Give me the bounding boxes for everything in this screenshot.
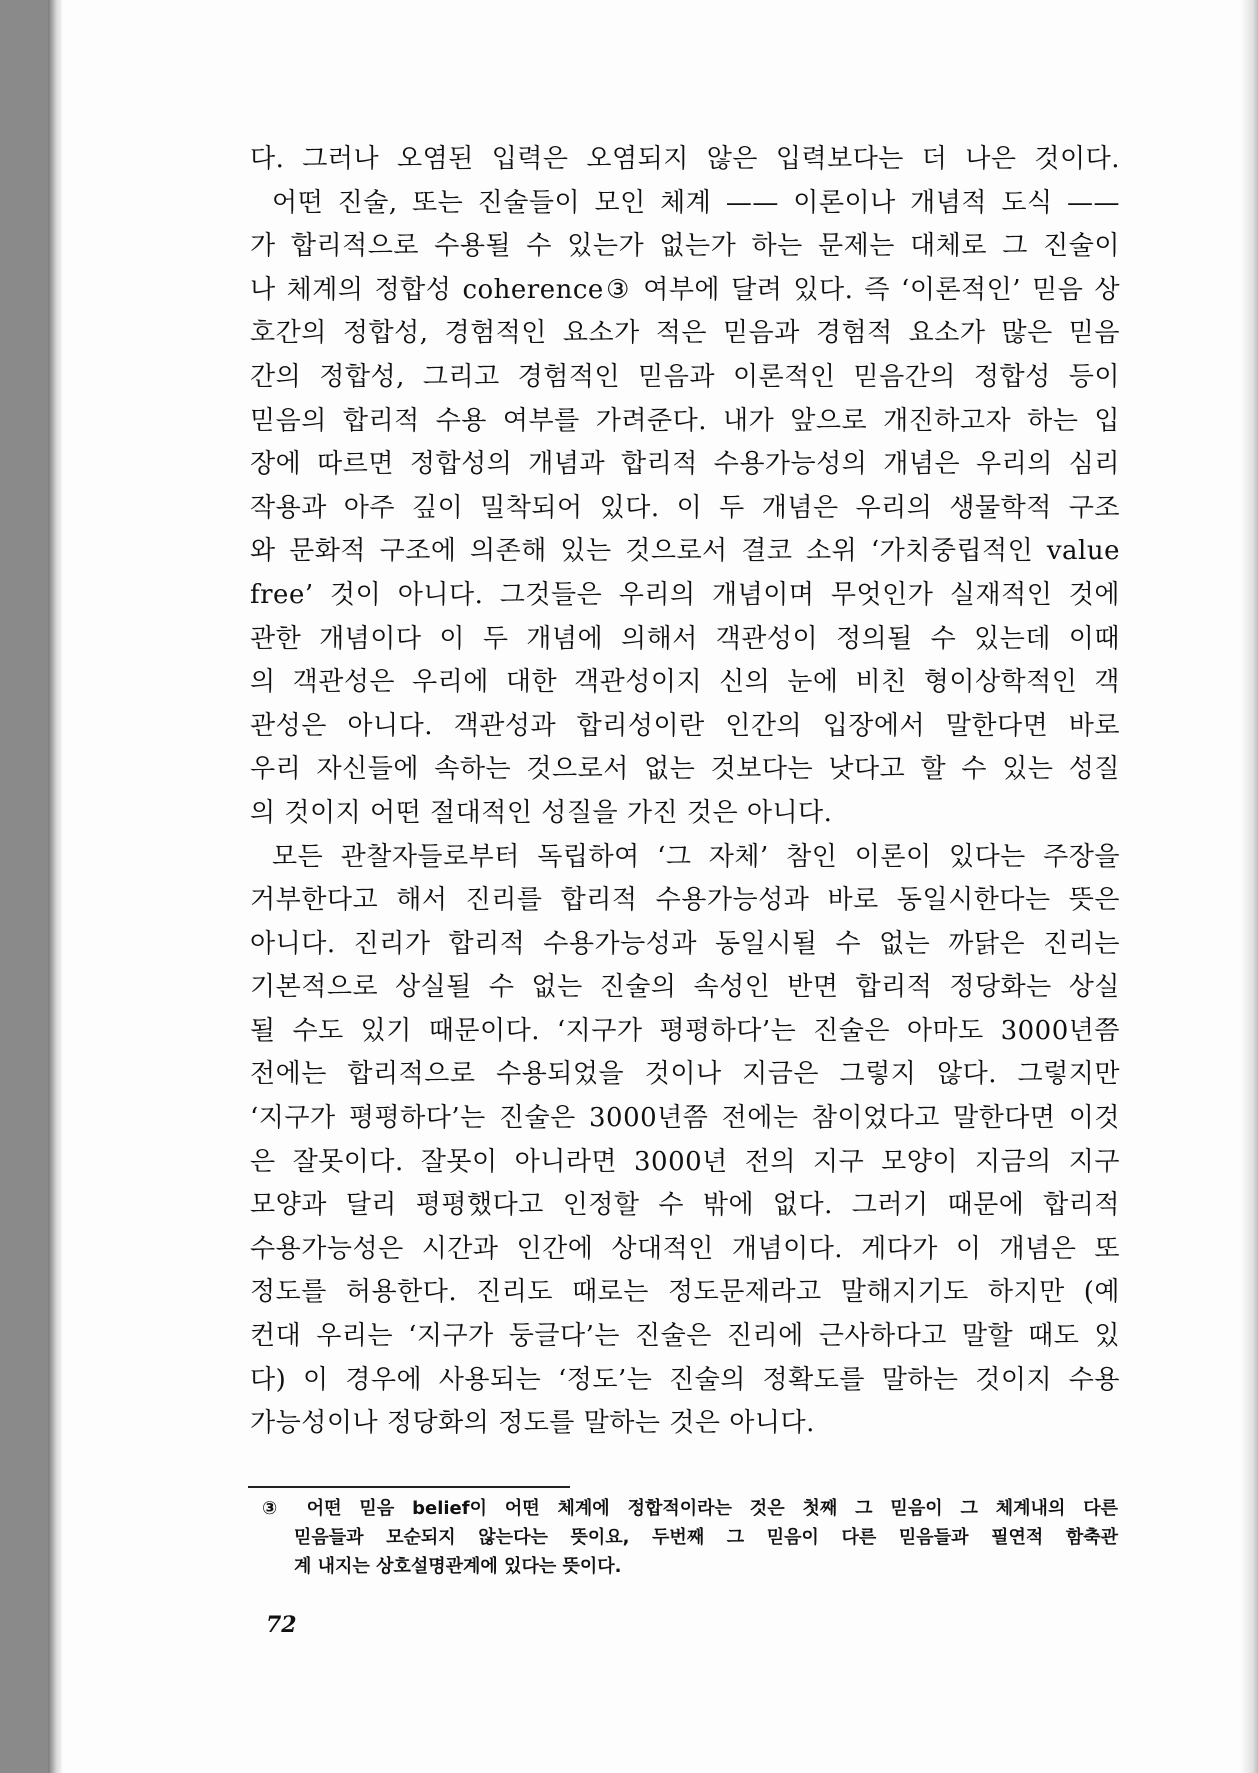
body-line: 호간의 정합성, 경험적인 요소가 적은 믿음과 경험적 요소가 많은 믿음 <box>250 318 1120 349</box>
body-line: 다) 이 경우에 사용되는 ‘정도’는 진술의 정확도를 말하는 것이지 수용 <box>250 1364 1120 1395</box>
body-line: 아니다. 진리가 합리적 수용가능성과 동일시될 수 없는 까닭은 진리는 <box>250 928 1120 959</box>
footnote-line: ③ 어떤 믿음 belief이 어떤 체계에 정합적이라는 것은 첫째 그 믿음이 그 체계내의 다른 <box>262 1498 1118 1519</box>
body-line: 의 것이지 어떤 절대적인 성질을 가진 것은 아니다. <box>250 797 833 828</box>
body-line: 나 체계의 정합성 coherence③ 여부에 달려 있다. 즉 ‘이론적인’ 믿음 상 <box>250 274 1120 305</box>
body-line: 믿음의 합리적 수용 여부를 가려준다. 내가 앞으로 개진하고자 하는 입 <box>250 405 1120 436</box>
body-line: 거부한다고 해서 진리를 합리적 수용가능성과 바로 동일시한다는 뜻은 <box>250 885 1120 916</box>
page-number: 72 <box>266 1612 297 1638</box>
body-line: 정도를 허용한다. 진리도 때로는 정도문제라고 말해지기도 하지만 (예 <box>250 1277 1120 1308</box>
body-line: 모든 관찰자들로부터 독립하여 ‘그 자체’ 참인 이론이 있다는 주장을 <box>272 841 1120 872</box>
footnote-divider <box>248 1486 570 1488</box>
footnote-line: 계 내지는 상호설명관계에 있다는 뜻이다. <box>294 1556 622 1577</box>
body-line: 될 수도 있기 때문이다. ‘지구가 평평하다’는 진술은 아마도 3000년쯤 <box>250 1015 1120 1046</box>
body-line: free’ 것이 아니다. 그것들은 우리의 개념이며 무엇인가 실재적인 것에 <box>250 579 1120 610</box>
body-line: 작용과 아주 깊이 밀착되어 있다. 이 두 개념은 우리의 생물학적 구조 <box>250 492 1120 523</box>
page-edge <box>1240 0 1258 1773</box>
body-line: 기본적으로 상실될 수 없는 진술의 속성인 반면 합리적 정당화는 상실 <box>250 972 1120 1003</box>
body-line: 수용가능성은 시간과 인간에 상대적인 개념이다. 게다가 이 개념은 또 <box>250 1233 1120 1264</box>
body-line: 전에는 합리적으로 수용되었을 것이나 지금은 그렇지 않다. 그렇지만 <box>250 1059 1120 1090</box>
body-line: 어떤 진술, 또는 진술들이 모인 체계 —— 이론이나 개념적 도식 —— <box>272 187 1120 218</box>
body-line: 가 합리적으로 수용될 수 있는가 없는가 하는 문제는 대체로 그 진술이 <box>250 231 1120 262</box>
footnote-line: 믿음들과 모순되지 않는다는 뜻이요, 두번째 그 믿음이 다른 믿음들과 필연적 함축관 <box>294 1527 1118 1548</box>
page-spine-shadow <box>48 0 62 1773</box>
body-text <box>250 138 1120 1446</box>
body-line: 와 문화적 구조에 의존해 있는 것으로서 결코 소위 ‘가치중립적인 value <box>250 536 1120 567</box>
body-line: ‘지구가 평평하다’는 진술은 3000년쯤 전에는 참이었다고 말한다면 이것 <box>250 1103 1120 1134</box>
body-line: 의 객관성은 우리에 대한 객관성이지 신의 눈에 비친 형이상학적인 객 <box>250 667 1120 698</box>
body-line: 관한 개념이다 이 두 개념에 의해서 객관성이 정의될 수 있는데 이때 <box>250 623 1120 654</box>
footnote <box>262 1494 1118 1581</box>
body-line: 다. 그러나 오염된 입력은 오염되지 않은 입력보다는 더 나은 것이다. <box>250 144 1120 174</box>
body-line: 우리 자신들에 속하는 것으로서 없는 것보다는 낫다고 할 수 있는 성질 <box>250 754 1120 785</box>
body-line: 간의 정합성, 그리고 경험적인 믿음과 이론적인 믿음간의 정합성 등이 <box>250 361 1120 392</box>
body-line: 모양과 달리 평평했다고 인정할 수 밖에 없다. 그러기 때문에 합리적 <box>250 1190 1120 1221</box>
body-line: 컨대 우리는 ‘지구가 둥글다’는 진술은 진리에 근사하다고 말할 때도 있 <box>250 1321 1120 1352</box>
body-line: 장에 따르면 정합성의 개념과 합리적 수용가능성의 개념은 우리의 심리 <box>250 449 1120 480</box>
body-line: 은 잘못이다. 잘못이 아니라면 3000년 전의 지구 모양이 지금의 지구 <box>250 1146 1120 1177</box>
body-line: 관성은 아니다. 객관성과 합리성이란 인간의 입장에서 말한다면 바로 <box>250 710 1120 741</box>
body-line: 가능성이나 정당화의 정도를 말하는 것은 아니다. <box>250 1408 815 1439</box>
